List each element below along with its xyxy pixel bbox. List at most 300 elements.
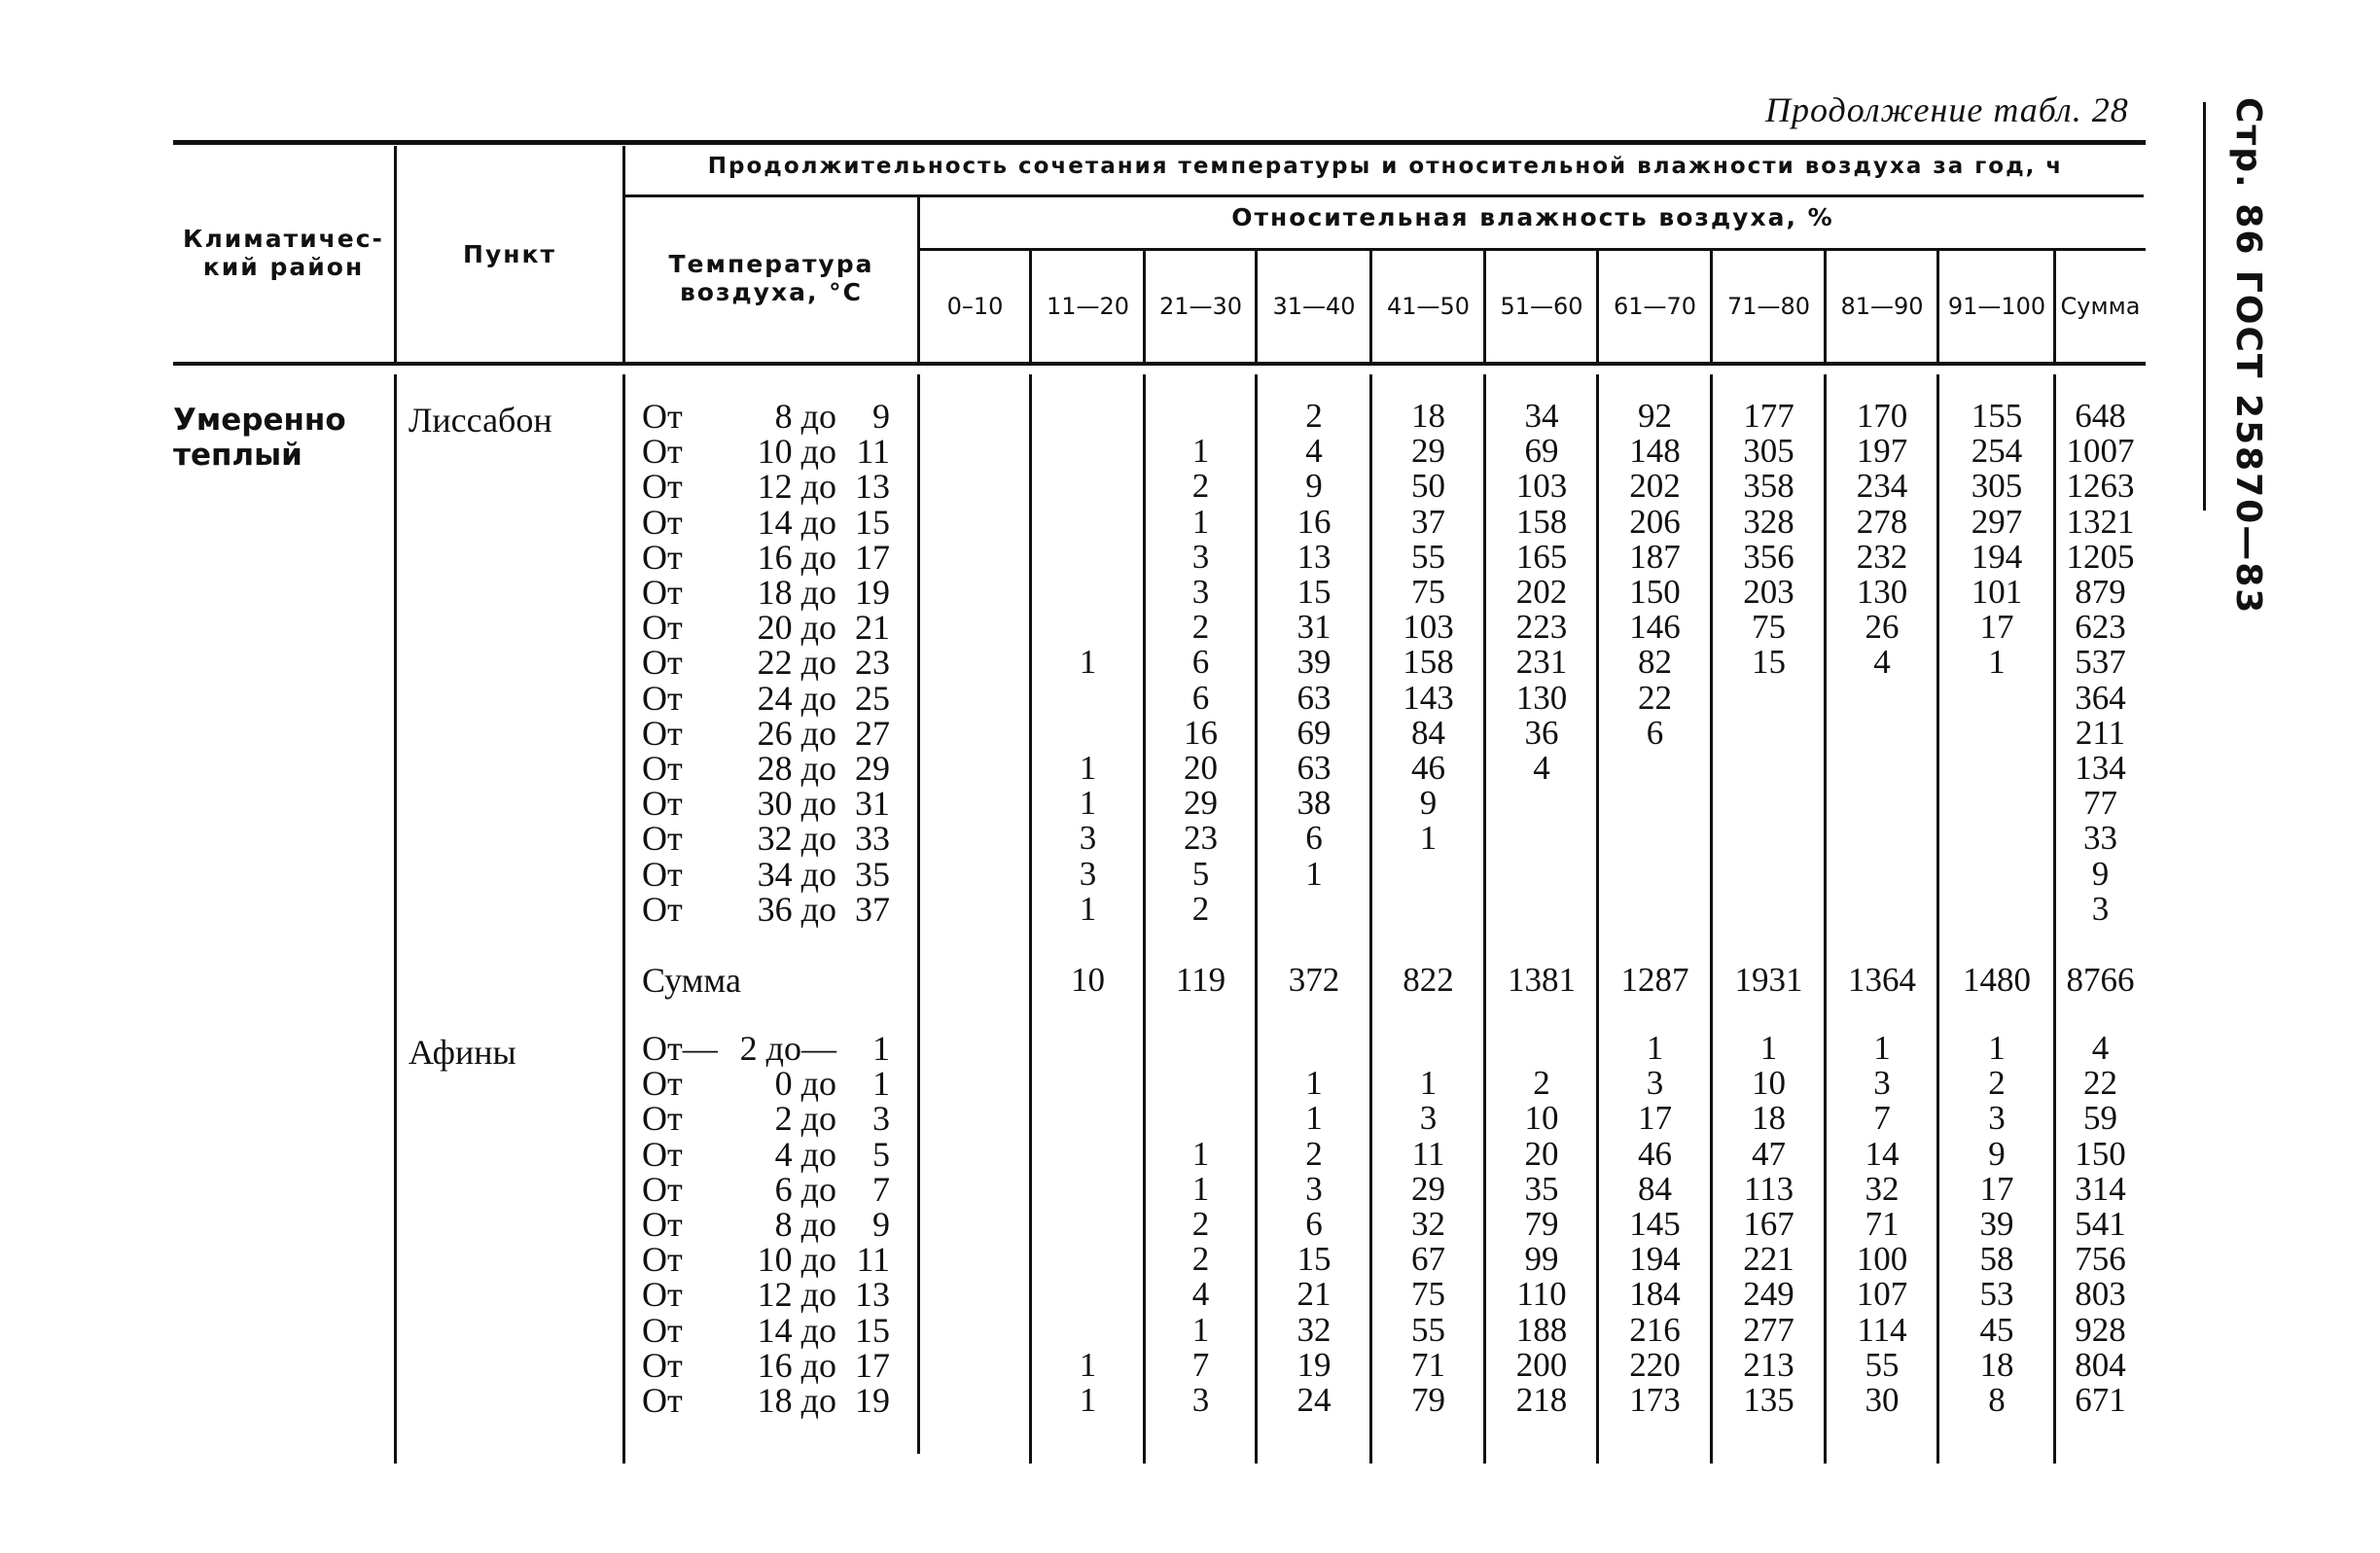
temperature-range <box>642 784 895 824</box>
temperature-range <box>642 1031 895 1066</box>
table-cell: 1 <box>1191 502 1210 541</box>
temperature-from: 16 до <box>757 1345 836 1385</box>
temperature-prefix: От <box>642 432 683 472</box>
table-cell: 39 <box>1979 1205 2014 1243</box>
table-cell: 1 <box>1079 1345 1097 1384</box>
header-range-2: 21—30 <box>1158 293 1243 320</box>
table-cell: 4 <box>1533 749 1550 787</box>
table-cell: 22 <box>1638 678 1672 717</box>
temperature-from: 20 до <box>757 608 836 648</box>
table-cell: 75 <box>1411 1275 1445 1314</box>
temperature-to: 13 <box>855 1275 890 1315</box>
temperature-from: 30 до <box>757 784 836 824</box>
table-cell: 134 <box>2075 749 2126 787</box>
table-cell: 69 <box>1524 432 1559 471</box>
temperature-to: 7 <box>872 1169 890 1209</box>
table-cell: 184 <box>1629 1275 1681 1314</box>
temperature-from: 12 до <box>757 467 836 507</box>
temperature-from: 10 до <box>757 432 836 472</box>
table-cell: 328 <box>1743 502 1794 541</box>
temperature-from: 2 до— <box>739 1029 836 1068</box>
temperature-from: 14 до <box>757 502 836 542</box>
temperature-range <box>642 1275 895 1315</box>
temperature-prefix: От <box>642 573 683 612</box>
table-cell: 36 <box>1524 713 1559 752</box>
sum-cell: 372 <box>1288 961 1340 999</box>
table-cell: 9 <box>1419 784 1438 823</box>
temperature-range <box>642 1064 895 1104</box>
table-cell: 59 <box>2083 1099 2117 1138</box>
side-note-rule <box>2203 102 2206 511</box>
temperature-to: 11 <box>856 432 890 472</box>
header-range-6: 61—70 <box>1613 293 1697 320</box>
table-cell: 356 <box>1743 537 1794 576</box>
temperature-range <box>642 399 895 434</box>
sum-cell: 822 <box>1403 961 1454 999</box>
table-cell: 37 <box>1411 502 1445 541</box>
table-cell: 30 <box>1865 1381 1900 1419</box>
header-range-1: 11—20 <box>1046 293 1130 320</box>
temperature-to: 31 <box>855 784 890 824</box>
header-range-divider <box>1029 251 1032 362</box>
temperature-from: 0 до <box>774 1064 836 1104</box>
body-divider-region <box>394 374 397 1464</box>
temperature-prefix: От <box>642 608 683 648</box>
table-cell: 187 <box>1629 537 1681 576</box>
table-cell: 203 <box>1743 573 1794 611</box>
table-cell: 15 <box>1297 573 1332 611</box>
table-cell: 55 <box>1411 1310 1445 1349</box>
temperature-range <box>642 713 895 753</box>
temperature-from: 28 до <box>757 749 836 788</box>
table-cell: 33 <box>2083 819 2117 858</box>
table-cell: 4 <box>1873 643 1891 682</box>
table-cell: 8 <box>1988 1381 2006 1419</box>
header-rule-humidity <box>919 248 2146 251</box>
table-cell: 1 <box>1988 1029 2006 1067</box>
table-cell: 2 <box>1533 1064 1550 1103</box>
table-cell: 110 <box>1516 1275 1567 1314</box>
table-cell: 928 <box>2075 1310 2126 1349</box>
table-cell: 32 <box>1865 1169 1900 1208</box>
table-cell: 103 <box>1403 608 1454 647</box>
sum-cell: 1931 <box>1734 961 1803 999</box>
header-temperature: Температура воздуха, °С <box>668 250 874 306</box>
table-cell: 213 <box>1743 1345 1794 1384</box>
table-cell: 177 <box>1743 397 1794 435</box>
table-cell: 46 <box>1638 1134 1672 1173</box>
table-cell: 170 <box>1856 397 1908 435</box>
table-cell: 135 <box>1743 1381 1794 1419</box>
table-cell: 1 <box>1079 889 1097 928</box>
temperature-prefix: От <box>642 1099 683 1139</box>
temperature-to: 19 <box>855 1381 890 1420</box>
temperature-prefix: От <box>642 819 683 859</box>
header-range-10: Сумма <box>2060 293 2141 320</box>
temperature-range <box>642 608 895 648</box>
table-cell: 101 <box>1971 573 2023 611</box>
table-cell: 79 <box>1524 1205 1559 1243</box>
table-caption: Продолжение табл. 28 <box>1765 90 2129 129</box>
header-range-divider <box>1936 251 1939 362</box>
table-cell: 1 <box>1873 1029 1891 1067</box>
table-cell: 32 <box>1411 1205 1445 1243</box>
temperature-range <box>642 502 895 542</box>
table-cell: 18 <box>1752 1099 1786 1138</box>
table-cell: 99 <box>1524 1240 1559 1279</box>
table-cell: 143 <box>1403 678 1454 717</box>
table-cell: 23 <box>1184 819 1218 858</box>
climate-region: Умеренно теплый <box>173 403 346 473</box>
table-cell: 63 <box>1297 678 1332 717</box>
table-cell: 223 <box>1515 608 1568 647</box>
table-cell: 314 <box>2075 1169 2126 1208</box>
table-cell: 1 <box>1191 1134 1210 1173</box>
temperature-range <box>642 1207 895 1242</box>
temperature-to: 33 <box>855 819 890 859</box>
table-cell: 26 <box>1865 608 1900 647</box>
table-cell: 9 <box>1988 1134 2006 1173</box>
temperature-range <box>642 1310 895 1350</box>
sum-cell: 1480 <box>1963 961 2031 999</box>
temperature-from: 18 до <box>757 1381 836 1420</box>
table-cell: 200 <box>1515 1345 1568 1384</box>
temperature-from: 14 до <box>757 1310 836 1350</box>
table-cell: 53 <box>1979 1275 2014 1314</box>
table-cell: 2 <box>1305 1134 1323 1173</box>
temperature-from: 26 до <box>757 713 836 753</box>
temperature-range <box>642 575 895 610</box>
temperature-from: 24 до <box>757 678 836 718</box>
temperature-from: 34 до <box>757 854 836 894</box>
table-cell: 71 <box>1865 1205 1900 1243</box>
table-cell: 50 <box>1411 467 1445 506</box>
table-cell: 1263 <box>2066 467 2135 506</box>
temperature-to: 19 <box>855 573 890 612</box>
table-cell: 1 <box>1305 1099 1323 1138</box>
header-range-0: 0–10 <box>946 293 1004 320</box>
table-cell: 107 <box>1856 1275 1908 1314</box>
temperature-to: 1 <box>872 1064 890 1104</box>
header-range-divider <box>1369 251 1372 362</box>
temperature-range <box>642 1240 895 1280</box>
temperature-range <box>642 1169 895 1209</box>
temperature-prefix: От <box>642 1169 683 1209</box>
table-cell: 29 <box>1411 1169 1445 1208</box>
table-cell: 671 <box>2075 1381 2126 1419</box>
table-cell: 216 <box>1629 1310 1681 1349</box>
header-rule-main <box>624 194 2144 197</box>
table-cell: 297 <box>1971 502 2023 541</box>
table-cell: 234 <box>1856 467 1908 506</box>
sum-cell: 119 <box>1175 961 1226 999</box>
temperature-prefix: От <box>642 502 683 542</box>
table-cell: 4 <box>1305 432 1323 471</box>
table-cell: 145 <box>1629 1205 1681 1243</box>
sum-cell: 1381 <box>1508 961 1576 999</box>
table-cell: 75 <box>1752 608 1786 647</box>
table-cell: 148 <box>1629 432 1681 471</box>
table-cell: 3 <box>1191 573 1210 611</box>
temperature-range <box>642 1383 895 1418</box>
header-range-4: 41—50 <box>1386 293 1471 320</box>
temperature-prefix: От <box>642 397 683 436</box>
temperature-prefix: От <box>642 1345 683 1385</box>
table-cell: 16 <box>1184 713 1218 752</box>
sum-cell: 1287 <box>1620 961 1689 999</box>
temperature-to: 3 <box>872 1099 890 1139</box>
temperature-to: 11 <box>856 1240 890 1280</box>
table-cell: 71 <box>1411 1345 1445 1384</box>
table-cell: 55 <box>1865 1345 1900 1384</box>
temperature-prefix: От <box>642 1240 683 1280</box>
table-cell: 305 <box>1743 432 1794 471</box>
temperature-prefix: От <box>642 889 683 929</box>
table-cell: 648 <box>2075 397 2126 435</box>
table-cell: 3 <box>1191 537 1210 576</box>
temperature-to: 37 <box>855 889 890 929</box>
table-cell: 15 <box>1752 643 1786 682</box>
table-cell: 31 <box>1297 608 1332 647</box>
table-cell: 358 <box>1743 467 1794 506</box>
temperature-from: 22 до <box>757 643 836 683</box>
table-cell: 150 <box>1629 573 1681 611</box>
table-cell: 20 <box>1184 749 1218 787</box>
temperature-from: 8 до <box>774 397 836 436</box>
temperature-to: 9 <box>872 397 890 436</box>
table-cell: 3 <box>1988 1099 2006 1138</box>
table-cell: 146 <box>1629 608 1681 647</box>
table-cell: 2 <box>1191 467 1210 506</box>
temperature-to: 23 <box>855 643 890 683</box>
table-cell: 84 <box>1638 1169 1672 1208</box>
temperature-range <box>642 889 895 929</box>
table-cell: 114 <box>1857 1310 1907 1349</box>
header-range-8: 81—90 <box>1840 293 1924 320</box>
table-cell: 158 <box>1515 502 1568 541</box>
table-cell: 17 <box>1638 1099 1672 1138</box>
table-cell: 16 <box>1297 502 1332 541</box>
point-name: Афины <box>409 1033 516 1072</box>
body-divider-point <box>622 374 625 1464</box>
table-cell: 879 <box>2075 573 2126 611</box>
table-cell: 1 <box>1988 643 2006 682</box>
table-cell: 6 <box>1191 678 1210 717</box>
temperature-prefix: От <box>642 1310 683 1350</box>
temperature-prefix: От <box>642 1275 683 1315</box>
table-cell: 220 <box>1629 1345 1681 1384</box>
table-cell: 9 <box>1305 467 1323 506</box>
table-cell: 194 <box>1971 537 2023 576</box>
table-cell: 2 <box>1191 1240 1210 1279</box>
temperature-to: 13 <box>855 467 890 507</box>
table-cell: 1 <box>1419 819 1438 858</box>
table-cell: 3 <box>1305 1169 1323 1208</box>
table-cell: 194 <box>1629 1240 1681 1279</box>
temperature-range <box>642 854 895 894</box>
table-cell: 47 <box>1752 1134 1786 1173</box>
table-cell: 221 <box>1743 1240 1794 1279</box>
temperature-from: 16 до <box>757 537 836 577</box>
temperature-range <box>642 819 895 859</box>
temperature-to: 27 <box>855 713 890 753</box>
table-cell: 2 <box>1305 397 1323 435</box>
temperature-prefix: От <box>642 854 683 894</box>
table-cell: 2 <box>1191 889 1210 928</box>
temperature-from: 36 до <box>757 889 836 929</box>
table-cell: 3 <box>1191 1381 1210 1419</box>
table-cell: 3 <box>2091 889 2110 928</box>
table-cell: 3 <box>1079 819 1097 858</box>
table-cell: 2 <box>1191 1205 1210 1243</box>
temperature-to: 9 <box>872 1205 890 1244</box>
sum-cell: 10 <box>1071 961 1105 999</box>
table-cell: 1 <box>1079 1381 1097 1419</box>
table-cell: 35 <box>1524 1169 1559 1208</box>
table-cell: 188 <box>1515 1310 1568 1349</box>
table-cell: 278 <box>1856 502 1908 541</box>
table-cell: 82 <box>1638 643 1672 682</box>
header-range-divider <box>1710 251 1713 362</box>
table-cell: 1 <box>1191 432 1210 471</box>
table-cell: 21 <box>1297 1275 1332 1314</box>
temperature-range <box>642 1134 895 1174</box>
temperature-to: 15 <box>855 1310 890 1350</box>
table-cell: 17 <box>1979 608 2014 647</box>
table-cell: 249 <box>1743 1275 1794 1314</box>
table-cell: 38 <box>1297 784 1332 823</box>
table-cell: 6 <box>1646 713 1664 752</box>
sum-cell: 8766 <box>2066 961 2135 999</box>
temperature-prefix: От <box>642 1205 683 1244</box>
temperature-range <box>642 1099 895 1139</box>
temperature-prefix: От— <box>642 1029 718 1068</box>
temperature-prefix: От <box>642 713 683 753</box>
table-cell: 1 <box>1305 1064 1323 1103</box>
table-cell: 1 <box>1079 643 1097 682</box>
table-cell: 167 <box>1743 1205 1794 1243</box>
table-cell: 92 <box>1638 397 1672 435</box>
table-cell: 45 <box>1979 1310 2014 1349</box>
table-cell: 69 <box>1297 713 1332 752</box>
temperature-prefix: От <box>642 467 683 507</box>
header-range-divider <box>1596 251 1599 362</box>
table-cell: 18 <box>1979 1345 2014 1384</box>
header-main: Продолжительность сочетания температуры и относительной влажности воздуха за год, ч <box>707 154 2064 179</box>
header-point: Пункт <box>463 240 556 268</box>
temperature-prefix: От <box>642 643 683 683</box>
table-cell: 46 <box>1411 749 1445 787</box>
temperature-from: 2 до <box>774 1099 836 1139</box>
table-cell: 7 <box>1873 1099 1891 1138</box>
table-cell: 10 <box>1752 1064 1786 1103</box>
table-cell: 277 <box>1743 1310 1794 1349</box>
table-cell: 804 <box>2075 1345 2126 1384</box>
table-cell: 75 <box>1411 573 1445 611</box>
header-range-divider <box>1143 251 1146 362</box>
temperature-prefix: От <box>642 749 683 788</box>
table-cell: 17 <box>1979 1169 2014 1208</box>
table-cell: 623 <box>2075 608 2126 647</box>
table-cell: 202 <box>1515 573 1568 611</box>
table-cell: 231 <box>1515 643 1568 682</box>
table-cell: 6 <box>1305 819 1323 858</box>
temperature-to: 25 <box>855 678 890 718</box>
table-cell: 202 <box>1629 467 1681 506</box>
header-bottom-rule <box>173 362 2146 366</box>
header-range-divider <box>1824 251 1827 362</box>
temperature-prefix: От <box>642 1134 683 1174</box>
table-cell: 67 <box>1411 1240 1445 1279</box>
table-cell: 211 <box>2075 713 2126 752</box>
temperature-from: 32 до <box>757 819 836 859</box>
table-cell: 756 <box>2075 1240 2126 1279</box>
table-cell: 130 <box>1515 678 1568 717</box>
table-cell: 6 <box>1305 1205 1323 1243</box>
table-cell: 254 <box>1971 432 2023 471</box>
header-region: Климатичес- кий район <box>183 225 384 281</box>
temperature-from: 8 до <box>774 1205 836 1244</box>
table-cell: 3 <box>1419 1099 1438 1138</box>
table-cell: 158 <box>1403 643 1454 682</box>
table-cell: 58 <box>1979 1240 2014 1279</box>
table-cell: 20 <box>1524 1134 1559 1173</box>
header-range-divider <box>1255 251 1258 362</box>
table-cell: 130 <box>1856 573 1908 611</box>
table-cell: 305 <box>1971 467 2023 506</box>
table-cell: 22 <box>2083 1064 2117 1103</box>
table-cell: 206 <box>1629 502 1681 541</box>
table-cell: 173 <box>1629 1381 1681 1419</box>
table-cell: 1 <box>1191 1169 1210 1208</box>
temperature-to: 29 <box>855 749 890 788</box>
temperature-from: 10 до <box>757 1240 836 1280</box>
table-cell: 24 <box>1297 1381 1332 1419</box>
table-cell: 29 <box>1411 432 1445 471</box>
header-range-5: 51—60 <box>1500 293 1583 320</box>
temperature-range <box>642 678 895 718</box>
temperature-prefix: От <box>642 784 683 824</box>
table-cell: 84 <box>1411 713 1445 752</box>
page-side-note: Стр. 86 ГОСТ 25870—83 <box>2228 97 2268 616</box>
table-cell: 232 <box>1856 537 1908 576</box>
table-cell: 2 <box>1191 608 1210 647</box>
temperature-to: 21 <box>855 608 890 648</box>
header-range-3: 31—40 <box>1272 293 1356 320</box>
temperature-range <box>642 432 895 472</box>
table-cell: 1007 <box>2066 432 2135 471</box>
table-cell: 1 <box>1759 1029 1778 1067</box>
header-humidity: Относительная влажность воздуха, % <box>1231 203 1834 231</box>
temperature-prefix: От <box>642 678 683 718</box>
table-cell: 7 <box>1191 1345 1210 1384</box>
temperature-to: 35 <box>855 854 890 894</box>
table-cell: 39 <box>1297 643 1332 682</box>
header-range-divider <box>2053 251 2056 362</box>
table-cell: 14 <box>1865 1134 1900 1173</box>
table-cell: 55 <box>1411 537 1445 576</box>
table-cell: 5 <box>1191 854 1210 893</box>
table-cell: 11 <box>1411 1134 1445 1173</box>
table-cell: 4 <box>1191 1275 1210 1314</box>
table-cell: 18 <box>1411 397 1445 435</box>
sum-label: Сумма <box>642 961 741 1000</box>
table-cell: 3 <box>1873 1064 1891 1103</box>
header-range-7: 71—80 <box>1726 293 1811 320</box>
temperature-from: 4 до <box>774 1134 836 1174</box>
table-cell: 13 <box>1297 537 1332 576</box>
temperature-prefix: От <box>642 537 683 577</box>
